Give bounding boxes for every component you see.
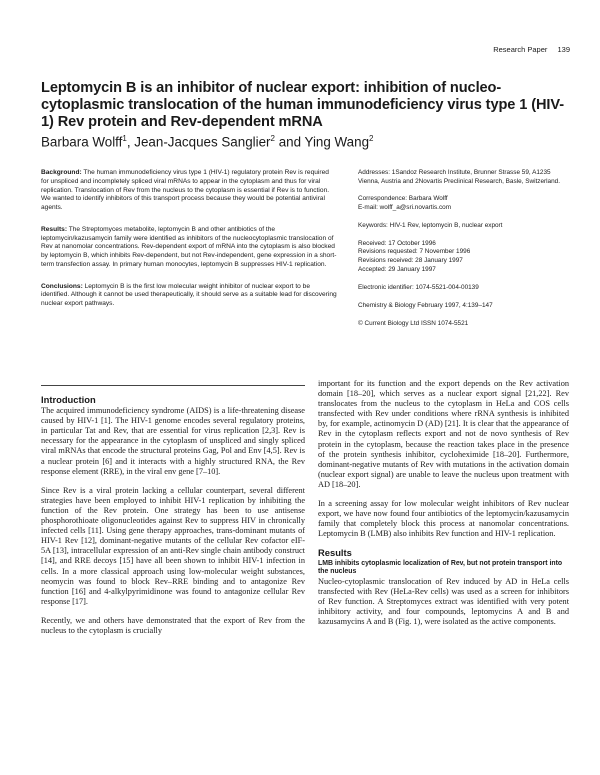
article-info-sidebar: [358, 169, 568, 337]
correspondence: Correspondence: Barbara Wolff E-mail: wolff_a@sri.novartis.com: [358, 195, 452, 212]
affiliation-mark-1: 1: [122, 134, 127, 143]
author-2: , Jean-Jacques Sanglier: [126, 134, 271, 150]
affiliation-mark-2: 2: [270, 134, 275, 143]
running-header: [485, 45, 570, 54]
electronic-identifier: Electronic identifier: 1074-5521-004-00139: [358, 284, 479, 292]
section-heading-introduction: Introduction: [41, 394, 96, 405]
author-3: and Ying Wang: [274, 134, 370, 150]
paragraph: Since Rev is a viral protein lacking a cellular counterpart, several different strategies have been employed to inhibit HIV-1 replication by inhibiting the function of the Rev protein. One strategy has been to use antisense phosphorothioate oligonucleotides against Rev to suppress HIV in chronically infected cells [11]. Using gene therapy approaches, trans-dominant mutants of HIV-1 Rev [12], dominant-negative mutants of the cellular Rev cofactor eIF-5A [13], intracellular expression of an anti-Rev single chain antibody construct [14], and RRE decoys [15] have all been shown to inhibit HIV-1 infection in cells. In a more classical approach using low-molecular weight substances, neomycin was found to block Rev–RRE binding and to antagonize Rev function [16] and 4-alkylpyrimidinone was found to antagonize cellular Rev response [17].: [41, 485, 305, 606]
journal-citation: Chemistry & Biology February 1997, 4:139–147: [358, 302, 493, 310]
journal-section: Research Paper: [493, 45, 548, 54]
email: E-mail: wolff_a@sri.novartis.com: [358, 204, 452, 212]
abstract-background: Background: The human immunodeficiency virus type 1 (HIV-1) regulatory protein Rev is required for unspliced and incompletely spliced viral mRNAs to appear in the cytoplasm and thus for viral replication. Translocation of Rev from the nucleus to the cytoplasm is essential if Rev is to function. We wanted to identify inhibitors of this transport process because they would be potential antiviral agents.: [41, 169, 330, 211]
body-column-left: [41, 395, 305, 645]
paragraph: Nucleo-cytoplasmic translocation of Rev induced by AD in HeLa cells transfected with Rev (HeLa-Rev cells) was used as a screen for inhibitors of Rev function. A Streptomyces extract was identified with very potent inhibitory activity, and four compounds, leptomycins A and B and kazusamycins A and B (Fig. 1), were isolated as the active components.: [318, 576, 569, 626]
abstract-results: Results: The Streptomyces metabolite, leptomycin B and other antibiotics of the leptomycin/kazusamycin family were identified as inhibitors of the nucleocytoplasmic translocation of Rev at nanomolar concentrations. Rev-dependent export of mRNA into the cytoplasm is also blocked by leptomycin B, which inhibits Rev-dependent, but not Rev-independent, gene expression in a short-term transfection assay. In primary human monocytes, leptomycin B suppresses HIV-1 replication.: [41, 225, 337, 268]
abstract-conclusions: Conclusions: Leptomycin B is the first low molecular weight inhibitor of nuclear export to be identified. Although it cannot be used therapeutically, it should serve as a suitable lead for discovering nuclear export pathways.: [41, 282, 337, 307]
paragraph: Recently, we and others have demonstrated that the export of Rev from the nucleus to the cytoplasm is crucially: [41, 615, 305, 635]
divider: [41, 385, 305, 386]
page-number: 139: [557, 45, 570, 54]
paragraph: The acquired immunodeficiency syndrome (AIDS) is a life-threatening disease caused by HIV-1 [1]. The HIV-1 genome encodes several regulatory proteins, in particular Tat and Rev, that are essential for virus replication [2,3]. Rev is necessary for the appearance in the cytoplasm of unspliced and singly spliced viral mRNAs that encode the structural proteins Gag, Pol and Env [4,5]. Rev is a nuclear protein [6] and it interacts with a highly structured RNA, the Rev response element (RRE), in the viral env gene [7–10].: [41, 406, 305, 476]
abstract: [41, 169, 338, 322]
article-title: Leptomycin B is an inhibitor of nuclear export: inhibition of nucleo-cytoplasmic translocation of the human immunodeficiency virus type 1 (HIV-1) Rev protein and Rev-dependent mRNA: [41, 80, 564, 130]
paragraph: important for its function and the export depends on the Rev activation domain [18–20], which serves as a nuclear export signal [21,22]. Rev translocates from the nucleus to the cytoplasm in HeLa and COS cells transfected with Rev under conditions where rRNA synthesis is inhibited by, for example, actinomycin D (AD) [21]. It is clear that the appearance of Rev in the cytoplasm reflects export and not de novo synthesis of Rev protein in the cytoplasm, because the reaction takes place in the presence of the protein synthesis inhibitor, cycloheximide [18–20]. Furthermore, dominant-negative mutants of Rev with mutations in the activation domain (nuclear export signal) are unable to leave the nucleus upon treatment with AD [18–20].: [318, 379, 569, 489]
affiliation-mark-3: 2: [369, 134, 374, 143]
keywords: Keywords: HIV-1 Rev, leptomycin B, nuclear export: [358, 221, 503, 229]
revisions-received-date: Revisions received: 28 January 1997: [358, 256, 463, 264]
paragraph: In a screening assay for low molecular weight inhibitors of Rev nuclear export, we have now found four antibiotics of the leptomycin/kazusamycin family that completely block this process at nanomolar concentrations. Leptomycin B (LMB) also inhibits Rev function and HIV-1 replication.: [318, 499, 569, 539]
history-dates: [358, 240, 568, 275]
accepted-date: Accepted: 29 January 1997: [358, 265, 436, 273]
revisions-requested-date: Revisions requested: 7 November 1996: [358, 248, 471, 256]
author-1: Barbara Wolff: [41, 134, 123, 150]
body-column-right: [318, 379, 569, 636]
copyright: © Current Biology Ltd ISSN 1074-5521: [358, 319, 469, 327]
section-heading-results: Results: [318, 547, 352, 559]
addresses: Addresses: 1Sandoz Research Institute, Brunner Strasse 59, A1235 Vienna, Austria and 2Novartis Preclinical Research, Basle, Switzerland.: [358, 169, 560, 185]
received-date: Received: 17 October 1996: [358, 239, 436, 247]
subsection-heading: LMB inhibits cytoplasmic localization of Rev, but not protein transport into the nucleus: [318, 559, 563, 575]
author-list: [41, 131, 571, 150]
